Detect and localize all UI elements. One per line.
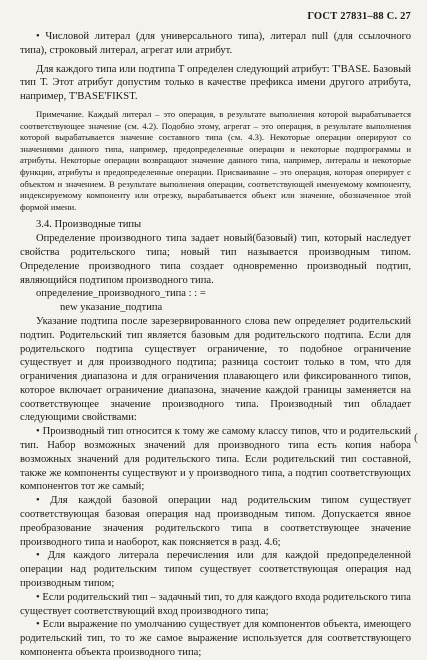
paragraph: Для каждого типа или подтипа Т определен следующий атрибут: T'BASE. Базовый тип Т. Этот атрибут допустим только в качестве префикса имени другого атрибута, например, T'BASE'FIKST. [20,63,411,103]
code-line: определение_производного_типа : : = [36,288,206,300]
note-block [20,109,411,213]
page-header: ГОСТ 27831–88 С. 27 [307,11,411,22]
note-paragraph: Примечание. Каждый литерал – это операция, в результате выполнения которой вырабатывается соответствующее значение (см. 4.2). Подобно этому, агрегат – это операция, в результате выполнения которой вырабатывается значение составного типа (см. 4.3). Некоторые операции оперируют со значениями данного типа, например, предопределенные операции и некоторые подпрограммы и атрибуты. Некоторые операции возвращают значение данного типа, например, литералы и некоторые функции, атрибуты и предопределенные операции. Присваивание – это операция, которая оперирует с объектом и значением. В результате выполнения операции, соответствующей именуемому компоненту, индексируемому компоненту или отрезку, вырабатывается объект или значение, обозначенное этой формой имени. [20,108,411,212]
margin-mark: ( [414,430,418,444]
paragraph: • Числовой литерал (для универсального типа), литерал null (для ссылочного типа), строковый литерал, агрегат или атрибут. [20,31,411,56]
bullet-paragraph: • Для каждой базовой операции над родительским типом существует соответствующая базовая операция над производным типом. Допускается явное преобразование значения родительского типа в соответствующее значение производного типа и наоборот, как поясняется в разд. 4.6; [20,495,411,548]
bullet-paragraph: • Производный тип относится к тому же самому классу типов, что и родительский тип. Набор возможных значений для производного типа есть копия набора возможных значений для родительского типа. Если родительский тип составной, также же компоненты существуют и у производного типа, а подтип соответствующих компонентов тот же самый; [20,426,411,493]
bullet-paragraph: • Если родительский тип – задачный тип, то для каждого входа родительского типа существует соответствующий вход производного типа; [20,591,411,617]
paragraph: Указание подтипа после зарезервированного слова new определяет родительский подтип. Родительский тип является базовым для родительского подтипа. Если для родительского подтипа существует ограничение, то подобное ограничение существует и для производного подтипа; разница состоит только в том, что для ограничения диапазона и для ограничения плавающего или фиксированного типов, которое включает ограничение диапазона, значение каждой границы заменяется на соответствующее значение производного типа. Производный тип обладает следующими свойствами: [20,315,411,424]
bullet-paragraph: • Если выражение по умолчанию существует для компонентов объекта, имеющего родительский тип, то то же самое выражение используется для соответствующего компонента объекта производного типа; [20,619,411,659]
section-heading: 3.4. Производные типы [36,219,142,231]
code-line: new указание_подтипа [60,302,163,314]
bullet-paragraph: • Для каждого литерала перечисления или для каждой предопределенной операции над родительским типом существует соответствующая операция над производным типом; [20,550,411,590]
paragraph: Определение производного типа задает новый(базовый) тип, который наследует свойства родительского типа; новый тип называется производным типом. Определение производного типа создает одновременно производный подтип, являющийся подтипом производного типа. [20,233,411,286]
page-content [20,30,411,660]
